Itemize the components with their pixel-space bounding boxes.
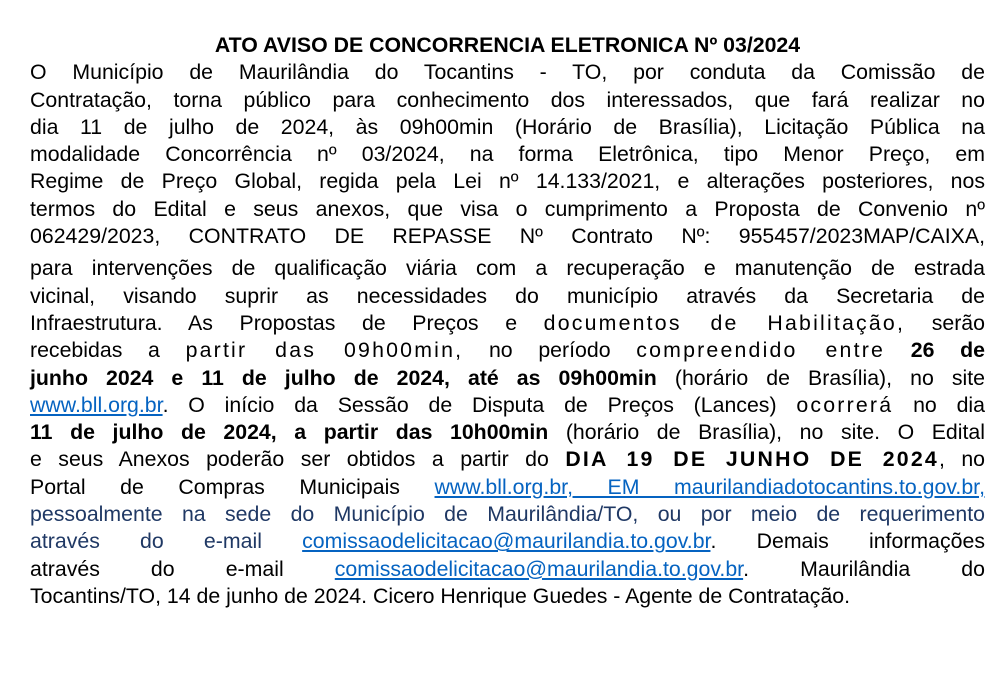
body-line xyxy=(30,365,985,392)
text-segment: (horário de Brasília), no site. O Edital xyxy=(565,420,986,445)
body-line xyxy=(30,446,985,473)
portal-links[interactable]: www.bll.org.br, EM maurilandiadotocantins.to.gov.br, xyxy=(434,474,985,499)
date-range-text: junho 2024 e 11 de julho de 2024, até as 09h00min xyxy=(30,365,657,390)
body-line: vicinal, visando suprir as necessidades do município através da Secretaria de xyxy=(30,283,985,308)
body-line: para intervenções de qualificação viária com a recuperação e manutenção de estrada xyxy=(30,256,985,281)
body-line xyxy=(30,419,985,446)
text-segment: (horário de Brasília), no site xyxy=(674,365,985,390)
body-line xyxy=(30,392,985,419)
email-link[interactable]: comissaodelicitacao@maurilandia.to.gov.br xyxy=(334,556,744,581)
text-segment: compreendido entre xyxy=(636,338,886,363)
text-segment: serão xyxy=(931,310,985,335)
body-line xyxy=(30,310,985,337)
text-segment: . Demais informações xyxy=(710,529,985,554)
text-segment: partir das 09h00min, xyxy=(185,338,464,363)
body-line: termos do Edital e seus anexos, que visa o cumprimento a Proposta de Convenio nº xyxy=(30,196,985,221)
body-line: modalidade Concorrência nº 03/2024, na forma Eletrônica, tipo Menor Preço, em xyxy=(30,142,985,167)
notice-document xyxy=(30,32,985,610)
edital-date-text: DIA 19 DE JUNHO DE 2024 xyxy=(565,447,939,472)
date-range-start: 26 de xyxy=(910,338,985,363)
text-segment: ocorrerá xyxy=(796,392,894,417)
text-segment: no período xyxy=(488,338,611,363)
body-line xyxy=(30,337,985,364)
text-segment: através do e-mail xyxy=(30,529,262,554)
body-line: Contratação, torna público para conhecimento dos interessados, que fará realizar no xyxy=(30,87,985,112)
body-line: O Município de Maurilândia do Tocantins - TO, por conduta da Comissão de xyxy=(30,60,985,85)
body-line: pessoalmente na sede do Município de Maurilândia/TO, ou por meio de requerimento xyxy=(30,502,985,527)
body-line xyxy=(30,474,985,501)
text-segment: no dia xyxy=(913,392,985,417)
body-line: 062429/2023, CONTRATO DE REPASSE Nº Contrato Nº: 955457/2023MAP/CAIXA, xyxy=(30,224,985,249)
notice-body xyxy=(30,59,985,610)
text-segment: . O início da Sessão de Disputa de Preços (Lances) xyxy=(162,392,777,417)
text-segment: documentos de Habilitação, xyxy=(543,310,906,335)
body-line: Regime de Preço Global, regida pela Lei nº 14.133/2021, e alterações posteriores, nos xyxy=(30,169,985,194)
text-segment: Infraestrutura. As Propostas de Preços e xyxy=(30,310,518,335)
session-date-text: 11 de julho de 2024, a partir das 10h00min xyxy=(30,420,549,445)
text-segment: através do e-mail xyxy=(30,556,284,581)
body-line: dia 11 de julho de 2024, às 09h00min (Horário de Brasília), Licitação Pública na xyxy=(30,114,985,139)
notice-title: ATO AVISO DE CONCORRENCIA ELETRONICA Nº 03/2024 xyxy=(214,33,801,57)
email-link[interactable]: comissaodelicitacao@maurilandia.to.gov.br xyxy=(302,529,711,554)
text-segment: Portal de Compras Municipais xyxy=(30,474,400,499)
bll-site-link[interactable]: www.bll.org.br xyxy=(30,392,163,417)
text-segment: e seus Anexos poderão ser obtidos a partir do xyxy=(30,447,549,472)
text-segment: . Maurilândia do xyxy=(743,556,985,581)
body-line xyxy=(30,528,985,555)
body-line xyxy=(30,556,985,583)
text-segment: , no xyxy=(938,447,986,472)
body-line: Tocantins/TO, 14 de junho de 2024. Cicero Henrique Guedes - Agente de Contratação. xyxy=(30,583,851,608)
text-segment: recebidas a xyxy=(30,338,160,363)
